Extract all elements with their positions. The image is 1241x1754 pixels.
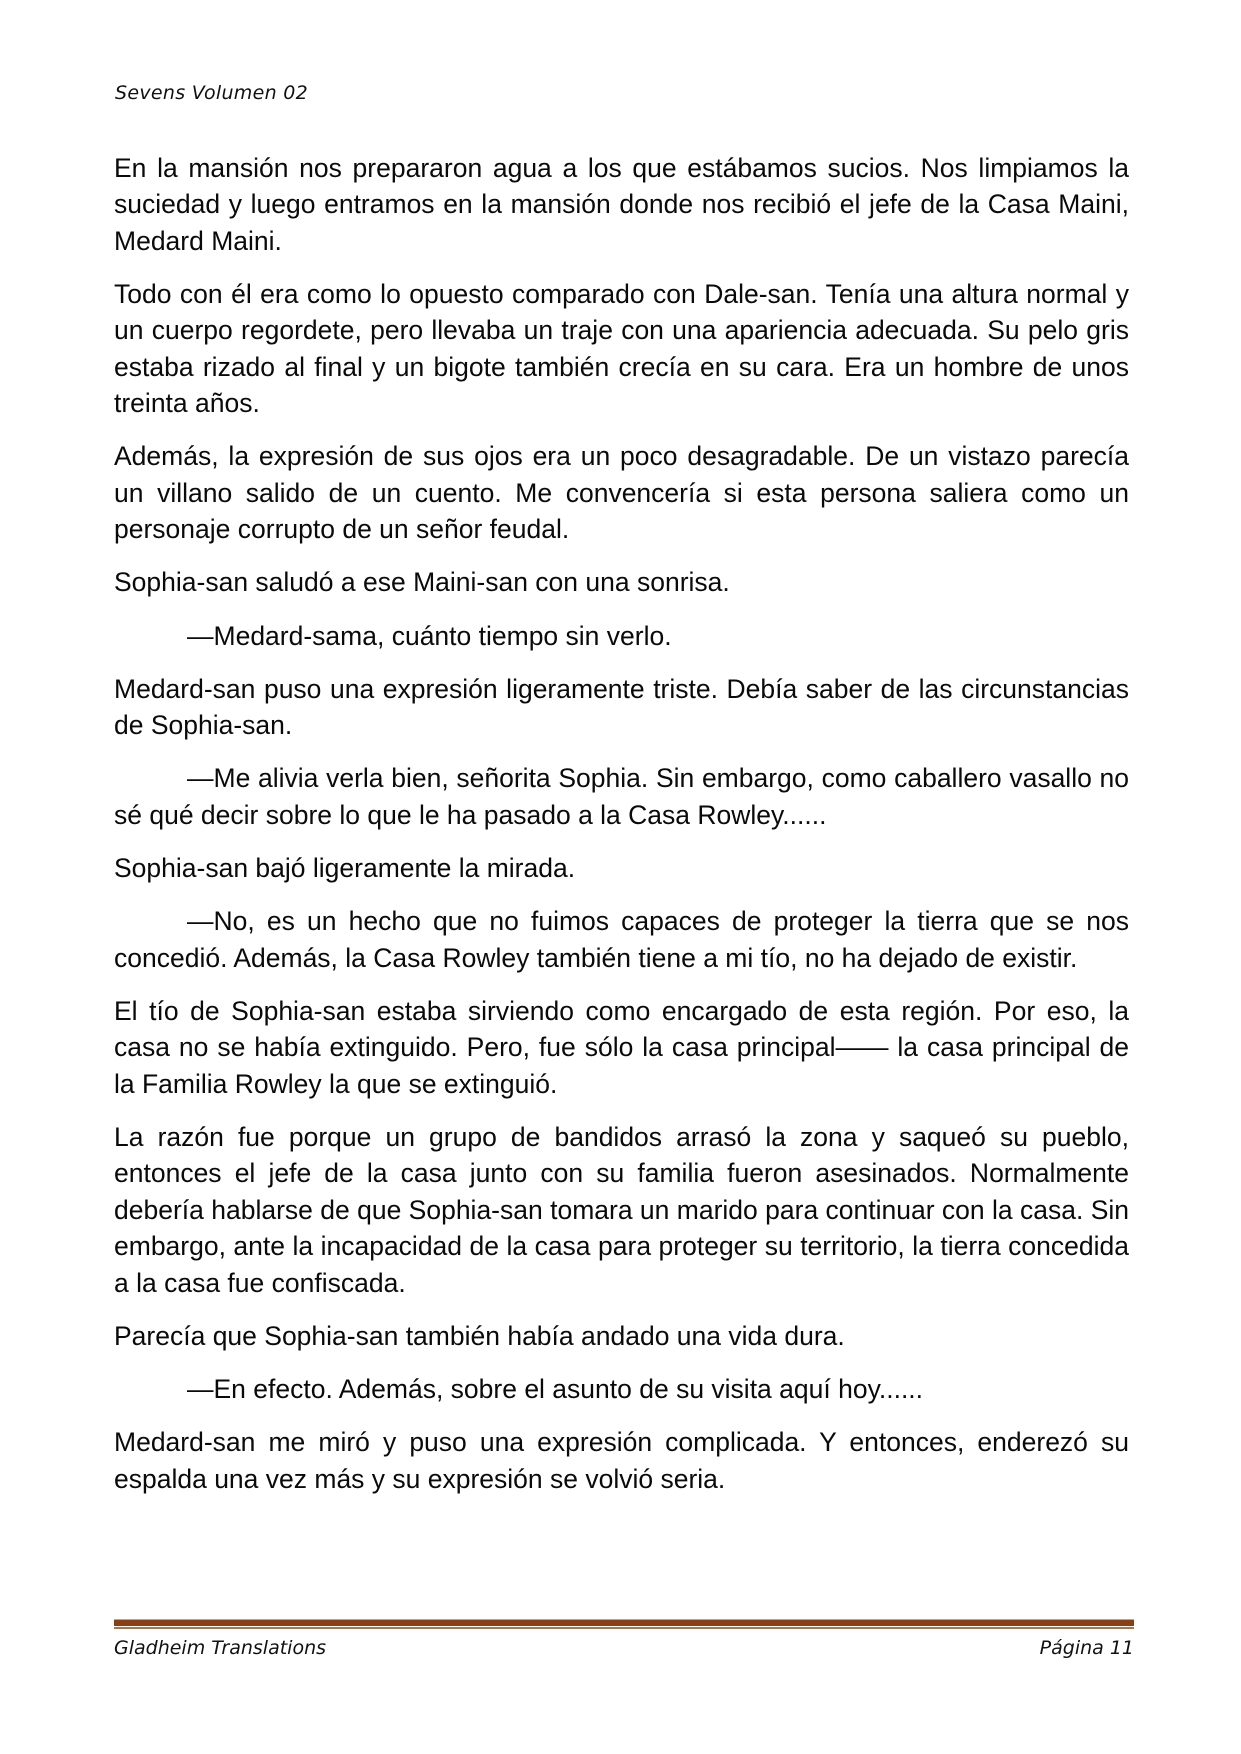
body-text (114, 150, 1129, 1514)
paragraph: Sophia-san bajó ligeramente la mirada. (114, 853, 576, 884)
paragraph: En la mansión nos prepararon agua a los que estábamos sucios. Nos limpiamos la suciedad y luego entramos en la mansión donde nos recibió el jefe de la Casa Maini, Medard Maini. (114, 153, 1129, 256)
paragraph: Todo con él era como lo opuesto comparado con Dale-san. Tenía una altura normal y un cuerpo regordete, pero llevaba un traje con una apariencia adecuada. Su pelo gris estaba rizado al final y un bigote también crecía en su cara. Era un hombre de unos treinta años. (114, 279, 1129, 419)
running-header: Sevens Volumen 02 (115, 82, 309, 104)
footer-divider-thick (114, 1619, 1134, 1626)
paragraph: Además, la expresión de sus ojos era un poco desagradable. De un vistazo parecía un villano salido de un cuento. Me convencería si esta persona saliera como un personaje corrupto de un señor feudal. (114, 441, 1129, 545)
dialog-paragraph: —No, es un hecho que no fuimos capaces de proteger la tierra que se nos concedió. Además, la Casa Rowley también tiene a mi tío, no ha dejado de existir. (114, 906, 1129, 973)
footer-divider (114, 1619, 1134, 1630)
paragraph: El tío de Sophia-san estaba sirviendo como encargado de esta región. Por eso, la casa no se había extinguido. Pero, fue sólo la casa principal—— la casa principal de la Familia Rowley la que se extinguió. (114, 995, 1129, 1099)
dialog-paragraph: —En efecto. Además, sobre el asunto de su visita aquí hoy...... (187, 1373, 924, 1404)
paragraph: Parecía que Sophia-san también había andado una vida dura. (114, 1320, 845, 1351)
dialog-paragraph: —Me alivia verla bien, señorita Sophia. Sin embargo, como caballero vasallo no sé qué decir sobre lo que le ha pasado a la Casa Rowley...... (114, 763, 1129, 830)
paragraph: Sophia-san saludó a ese Maini-san con una sonrisa. (114, 567, 730, 598)
page-number: Página 11 (1039, 1637, 1134, 1659)
dialog-paragraph: —Medard-sama, cuánto tiempo sin verlo. (187, 620, 672, 651)
paragraph: La razón fue porque un grupo de bandidos arrasó la zona y saqueó su pueblo, entonces el jefe de la casa junto con su familia fueron asesinados. Normalmente debería hablarse de que Sophia-san tomara un marido para continuar con la casa. Sin embargo, ante la incapacidad de la casa para proteger su territorio, la tierra concedida a la casa fue confiscada. (114, 1121, 1129, 1298)
footer-credit: Gladheim Translations (114, 1637, 327, 1659)
footer-divider-thin (114, 1627, 1134, 1629)
paragraph: Medard-san puso una expresión ligeramente triste. Debía saber de las circunstancias de Sophia-san. (114, 673, 1129, 741)
paragraph: Medard-san me miró y puso una expresión complicada. Y entonces, enderezó su espalda una vez más y su expresión se volvió seria. (114, 1427, 1129, 1494)
